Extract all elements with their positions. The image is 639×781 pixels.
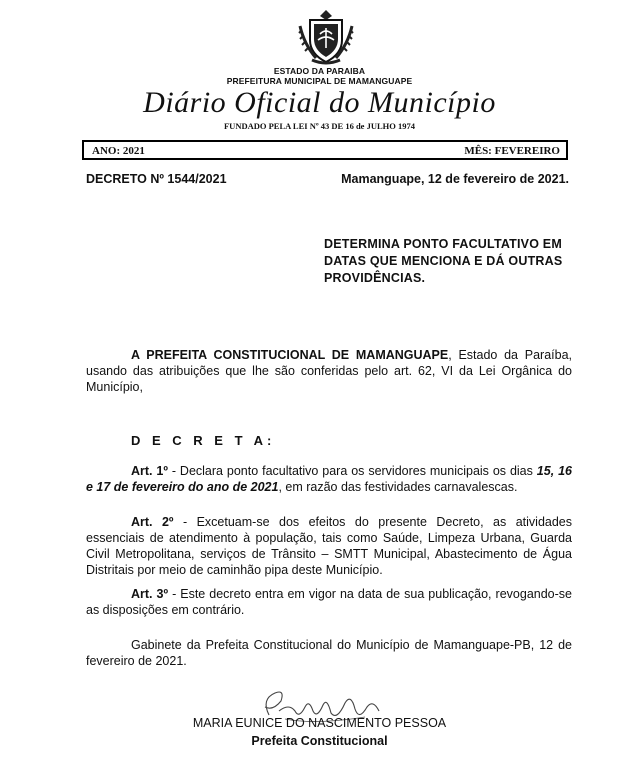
article-1-label: Art. 1º (131, 464, 168, 478)
article-2 (86, 514, 572, 578)
article-3 (86, 586, 572, 618)
place-date: Mamanguape, 12 de fevereiro de 2021. (341, 172, 569, 186)
decreta-heading: D E C R E T A: (131, 433, 276, 448)
article-1 (86, 463, 572, 495)
article-1-end: , em razão das festividades carnavalescas. (278, 480, 518, 494)
preamble-text: , Estado da Paraíba, usando das atribuições que lhe são conferidas pelo art. 62, VI da Lei Orgânica do Município, (86, 348, 572, 394)
issue-bar (82, 140, 568, 160)
founded-line: FUNDADO PELA LEI Nº 43 DE 16 de JULHO 1974 (223, 121, 415, 131)
article-3-text: - Este decreto entra em vigor na data de sua publicação, revogando-se as disposições em contrário. (86, 587, 572, 617)
issue-month: MÊS: FEVEREIRO (464, 145, 560, 157)
article-1-text: - Declara ponto facultativo para os servidores municipais os dias (167, 464, 537, 478)
coat-of-arms-icon (296, 8, 356, 66)
state-name: ESTADO DA PARAIBA (273, 66, 366, 76)
preamble (86, 347, 572, 395)
journal-title: Diário Oficial do Município (143, 86, 496, 119)
prefecture-name: PREFEITURA MUNICIPAL DE MAMANGUAPE (226, 76, 413, 86)
signer-name: MARIA EUNICE DO NASCIMENTO PESSOA (192, 716, 447, 730)
article-2-text: - Excetuam-se dos efeitos do presente Decreto, as atividades essenciais de atendimento à população, tais como Saúde, Limpeza Urbana, Guarda Civil Metropolitana, serviços de Trânsito – SMTT Municipal, Abastecimento de Água Distritais por meio de caminhão pipa deste Município. (86, 515, 572, 577)
signer-role: Prefeita Constitucional (251, 734, 388, 748)
article-2-label: Art. 2º (131, 515, 174, 529)
article-3-label: Art. 3º (131, 587, 169, 601)
article-1-dates: 15, 16 e 17 de fevereiro do ano de 2021 (86, 464, 572, 494)
preamble-authority: A PREFEITA CONSTITUCIONAL DE MAMANGUAPE (131, 348, 449, 362)
decree-number: DECRETO Nº 1544/2021 (86, 172, 227, 186)
decree-summary: DETERMINA PONTO FACULTATIVO EM DATAS QUE MENCIONA E DÁ OUTRAS PROVIDÊNCIAS. (324, 237, 563, 285)
closing-paragraph: Gabinete da Prefeita Constitucional do Município de Mamanguape-PB, 12 de fevereiro de 2021. (86, 638, 572, 668)
issue-year: ANO: 2021 (92, 145, 145, 157)
